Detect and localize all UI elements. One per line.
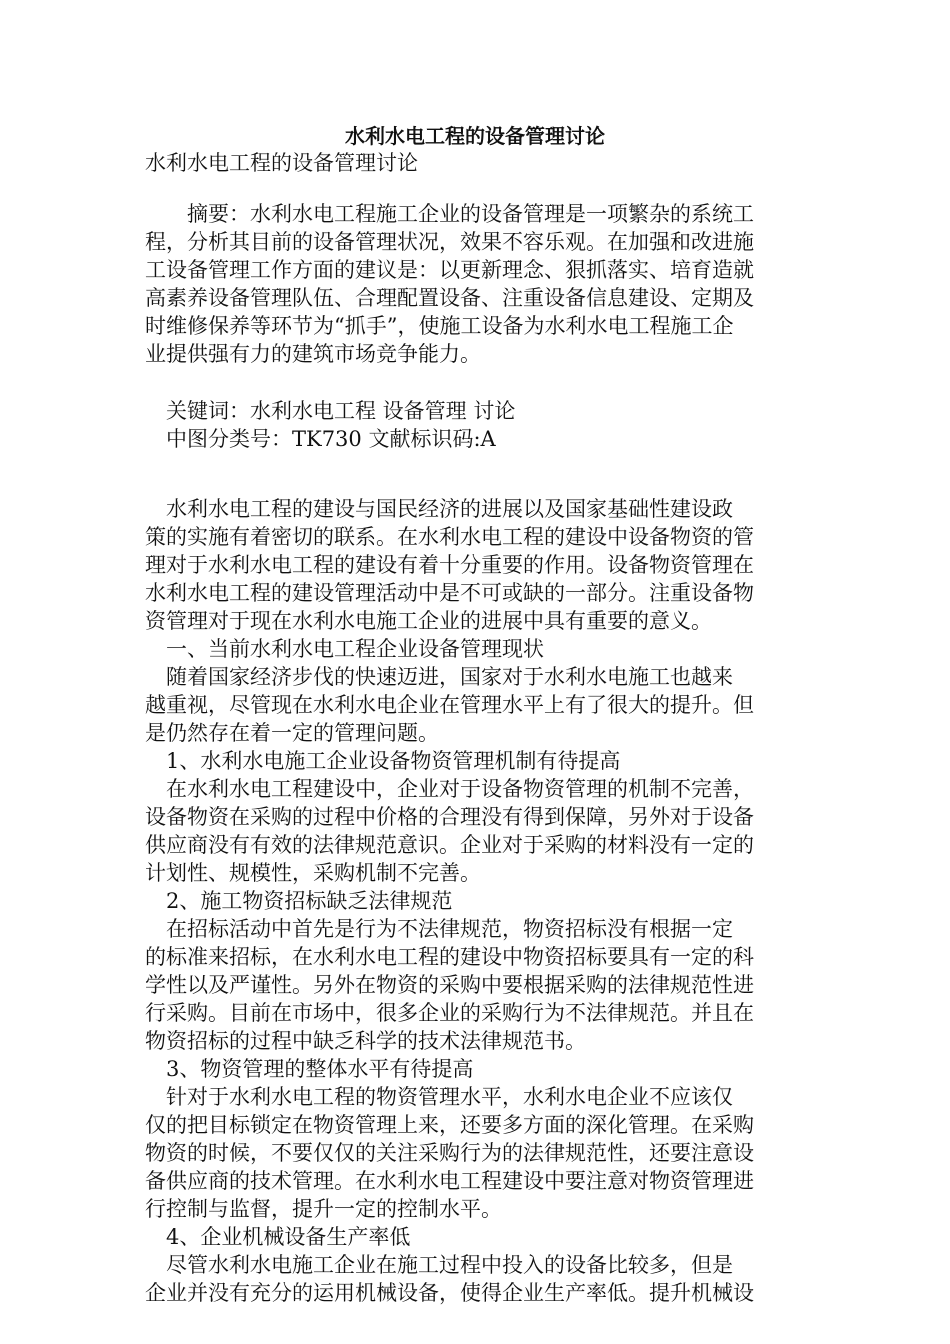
document-subtitle: 水利水电工程的设备管理讨论 <box>145 151 418 175</box>
abstract-line: 工设备管理工作方面的建议是：以更新理念、狠抓落实、培育造就 <box>145 258 754 282</box>
body-line: 一、当前水利水电工程企业设备管理现状 <box>145 637 544 661</box>
body-line: 是仍然存在着一定的管理问题。 <box>145 721 439 745</box>
body-line: 2、施工物资招标缺乏法律规范 <box>145 889 453 913</box>
body-line: 水利水电工程的建设管理活动中是不可或缺的一部分。注重设备物 <box>145 581 754 605</box>
body-line: 尽管水利水电施工企业在施工过程中投入的设备比较多，但是 <box>145 1253 733 1277</box>
body-line: 4、企业机械设备生产率低 <box>145 1225 411 1249</box>
body-line: 策的实施有着密切的联系。在水利水电工程的建设中设备物资的管 <box>145 525 754 549</box>
abstract-line: 程，分析其目前的设备管理状况，效果不容乐观。在加强和改进施 <box>145 230 754 254</box>
body-line: 在招标活动中首先是行为不法律规范，物资招标没有根据一定 <box>145 917 733 941</box>
abstract-section <box>145 200 805 368</box>
body-line: 水利水电工程的建设与国民经济的进展以及国家基础性建设政 <box>145 497 733 521</box>
abstract-line: 摘要：水利水电工程施工企业的设备管理是一项繁杂的系统工 <box>145 202 754 226</box>
body-line: 物资的时候，不要仅仅的关注采购行为的法律规范性，还要注意设 <box>145 1141 754 1165</box>
abstract-line: 业提供强有力的建筑市场竞争能力。 <box>145 342 481 366</box>
body-line: 理对于水利水电工程的建设有着十分重要的作用。设备物资管理在 <box>145 553 754 577</box>
body-line: 针对于水利水电工程的物资管理水平，水利水电企业不应该仅 <box>145 1085 733 1109</box>
body-line: 在水利水电工程建设中，企业对于设备物资管理的机制不完善， <box>145 777 754 801</box>
body-line: 行控制与监督，提升一定的控制水平。 <box>145 1197 502 1221</box>
body-line: 随着国家经济步伐的快速迈进，国家对于水利水电施工也越来 <box>145 665 733 689</box>
document-title: 水利水电工程的设备管理讨论 <box>345 124 605 148</box>
body-line: 3、物资管理的整体水平有待提高 <box>145 1057 474 1081</box>
body-line: 越重视，尽管现在水利水电企业在管理水平上有了很大的提升。但 <box>145 693 754 717</box>
body-line: 仅的把目标锁定在物资管理上来，还要多方面的深化管理。在采购 <box>145 1113 754 1137</box>
body-line: 1、水利水电施工企业设备物资管理机制有待提高 <box>145 749 621 773</box>
keywords-section <box>145 397 805 453</box>
abstract-line: 时维修保养等环节为“抓手”，使施工设备为水利水电工程施工企 <box>145 314 734 338</box>
body-line: 学性以及严谨性。另外在物资的采购中要根据采购的法律规范性进 <box>145 973 754 997</box>
keyword-line: 关键词：水利水电工程 设备管理 讨论 <box>145 399 516 423</box>
abstract-line: 高素养设备管理队伍、合理配置设备、注重设备信息建设、定期及 <box>145 286 754 310</box>
body-line: 行采购。目前在市场中，很多企业的采购行为不法律规范。并且在 <box>145 1001 754 1025</box>
body-line: 计划性、规模性，采购机制不完善。 <box>145 861 481 885</box>
body-line: 设备物资在采购的过程中价格的合理没有得到保障，另外对于设备 <box>145 805 754 829</box>
body-line: 物资招标的过程中缺乏科学的技术法律规范书。 <box>145 1029 586 1053</box>
body-section <box>145 495 805 1307</box>
body-line: 的标准来招标，在水利水电工程的建设中物资招标要具有一定的科 <box>145 945 754 969</box>
body-line: 供应商没有有效的法律规范意识。企业对于采购的材料没有一定的 <box>145 833 754 857</box>
body-line: 企业并没有充分的运用机械设备，使得企业生产率低。提升机械设 <box>145 1281 754 1305</box>
body-line: 备供应商的技术管理。在水利水电工程建设中要注意对物资管理进 <box>145 1169 754 1193</box>
body-line: 资管理对于现在水利水电施工企业的进展中具有重要的意义。 <box>145 609 712 633</box>
keyword-line: 中图分类号：TK730 文献标识码:A <box>145 427 496 451</box>
